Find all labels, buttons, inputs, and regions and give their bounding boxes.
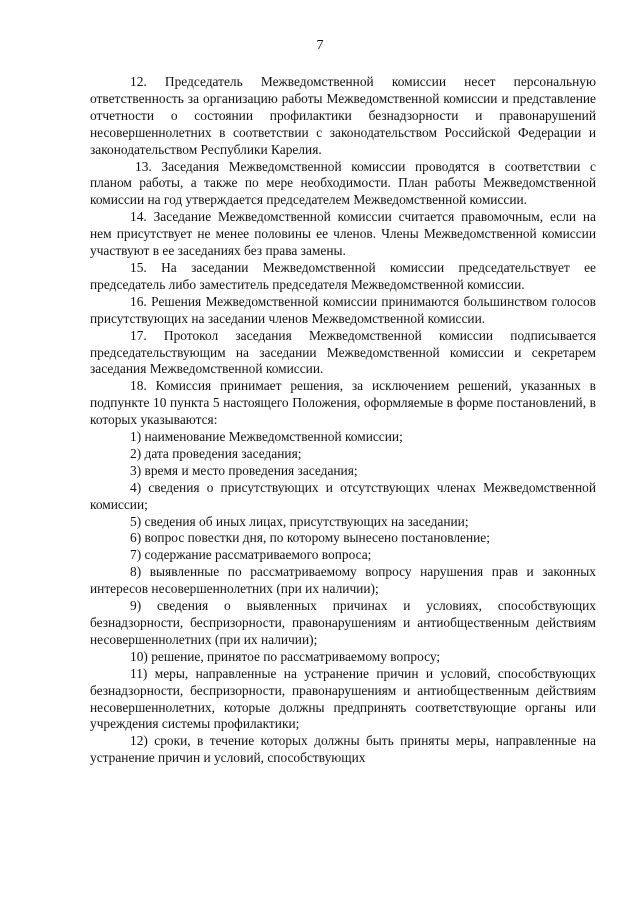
- list-item-1: 1) наименование Межведомственной комиссии;: [130, 429, 403, 445]
- list-item-6: 6) вопрос повестки дня, по которому вынесено постановление;: [130, 530, 490, 546]
- paragraph-16: 16. Решения Межведомственной комиссии принимаются большинством голосов присутствующих на заседании членов Межведомственной комиссии.: [90, 293, 596, 326]
- list-item-11: 11) меры, направленные на устранение причин и условий, способствующих безнадзорности, беспризорности, правонарушениям и антиобщественным действиям несовершеннолетних, которые должны предпринять соответствующие органы или учреждения системы профилактики;: [90, 665, 596, 732]
- list-item-10: 10) решение, принятое по рассматриваемому вопросу;: [130, 648, 441, 664]
- paragraph-18: 18. Комиссия принимает решения, за исключением решений, указанных в подпункте 10 пункта 5 настоящего Положения, оформляемые в форме постановлений, в которых указываются:: [90, 378, 596, 428]
- paragraph-17: 17. Протокол заседания Межведомственной комиссии подписывается председательствующим на заседании Межведомственной комиссии и секретарем заседания Межведомственной комиссии.: [90, 327, 596, 377]
- paragraph-13: 13. Заседания Межведомственной комиссии проводятся в соответствии с планом работы, а также по мере необходимости. План работы Межведомственной комиссии на год утверждается председателем Межведомственной комиссии.: [90, 158, 596, 208]
- paragraph-15: 15. На заседании Межведомственной комиссии председательствует ее председатель либо заместитель председателя Межведомственной комиссии.: [90, 259, 596, 292]
- paragraph-14: 14. Заседание Межведомственной комиссии считается правомочным, если на нем присутствует не менее половины ее членов. Члены Межведомственной комиссии участвуют в ее заседаниях без права замены.: [90, 209, 596, 259]
- list-item-5: 5) сведения об иных лицах, присутствующих на заседании;: [130, 513, 469, 529]
- document-body: [90, 74, 596, 767]
- list-item-3: 3) время и место проведения заседания;: [130, 462, 358, 478]
- list-item-8: 8) выявленные по рассматриваемому вопросу нарушения прав и законных интересов несовершеннолетних (при их наличии);: [90, 564, 596, 597]
- paragraph-12: 12. Председатель Межведомственной комиссии несет персональную ответственность за организацию работы Межведомственной комиссии и представление отчетности о состоянии профилактики безнадзорности и правонарушений несовершеннолетних в соответствии с законодательством Российской Федерации и законодательством Республики Карелия.: [90, 74, 596, 157]
- list-item-7: 7) содержание рассматриваемого вопроса;: [130, 547, 372, 563]
- page-number: 7: [316, 38, 324, 53]
- list-item-12: 12) сроки, в течение которых должны быть приняты меры, направленные на устранение причин и условий, способствующих: [90, 733, 596, 766]
- list-item-9: 9) сведения о выявленных причинах и условиях, способствующих безнадзорности, беспризорности, правонарушениям и антиобщественным действиям несовершеннолетних (при их наличии);: [90, 598, 596, 647]
- list-item-4: 4) сведения о присутствующих и отсутствующих членах Межведомственной комиссии;: [90, 479, 596, 512]
- list-item-2: 2) дата проведения заседания;: [130, 445, 302, 461]
